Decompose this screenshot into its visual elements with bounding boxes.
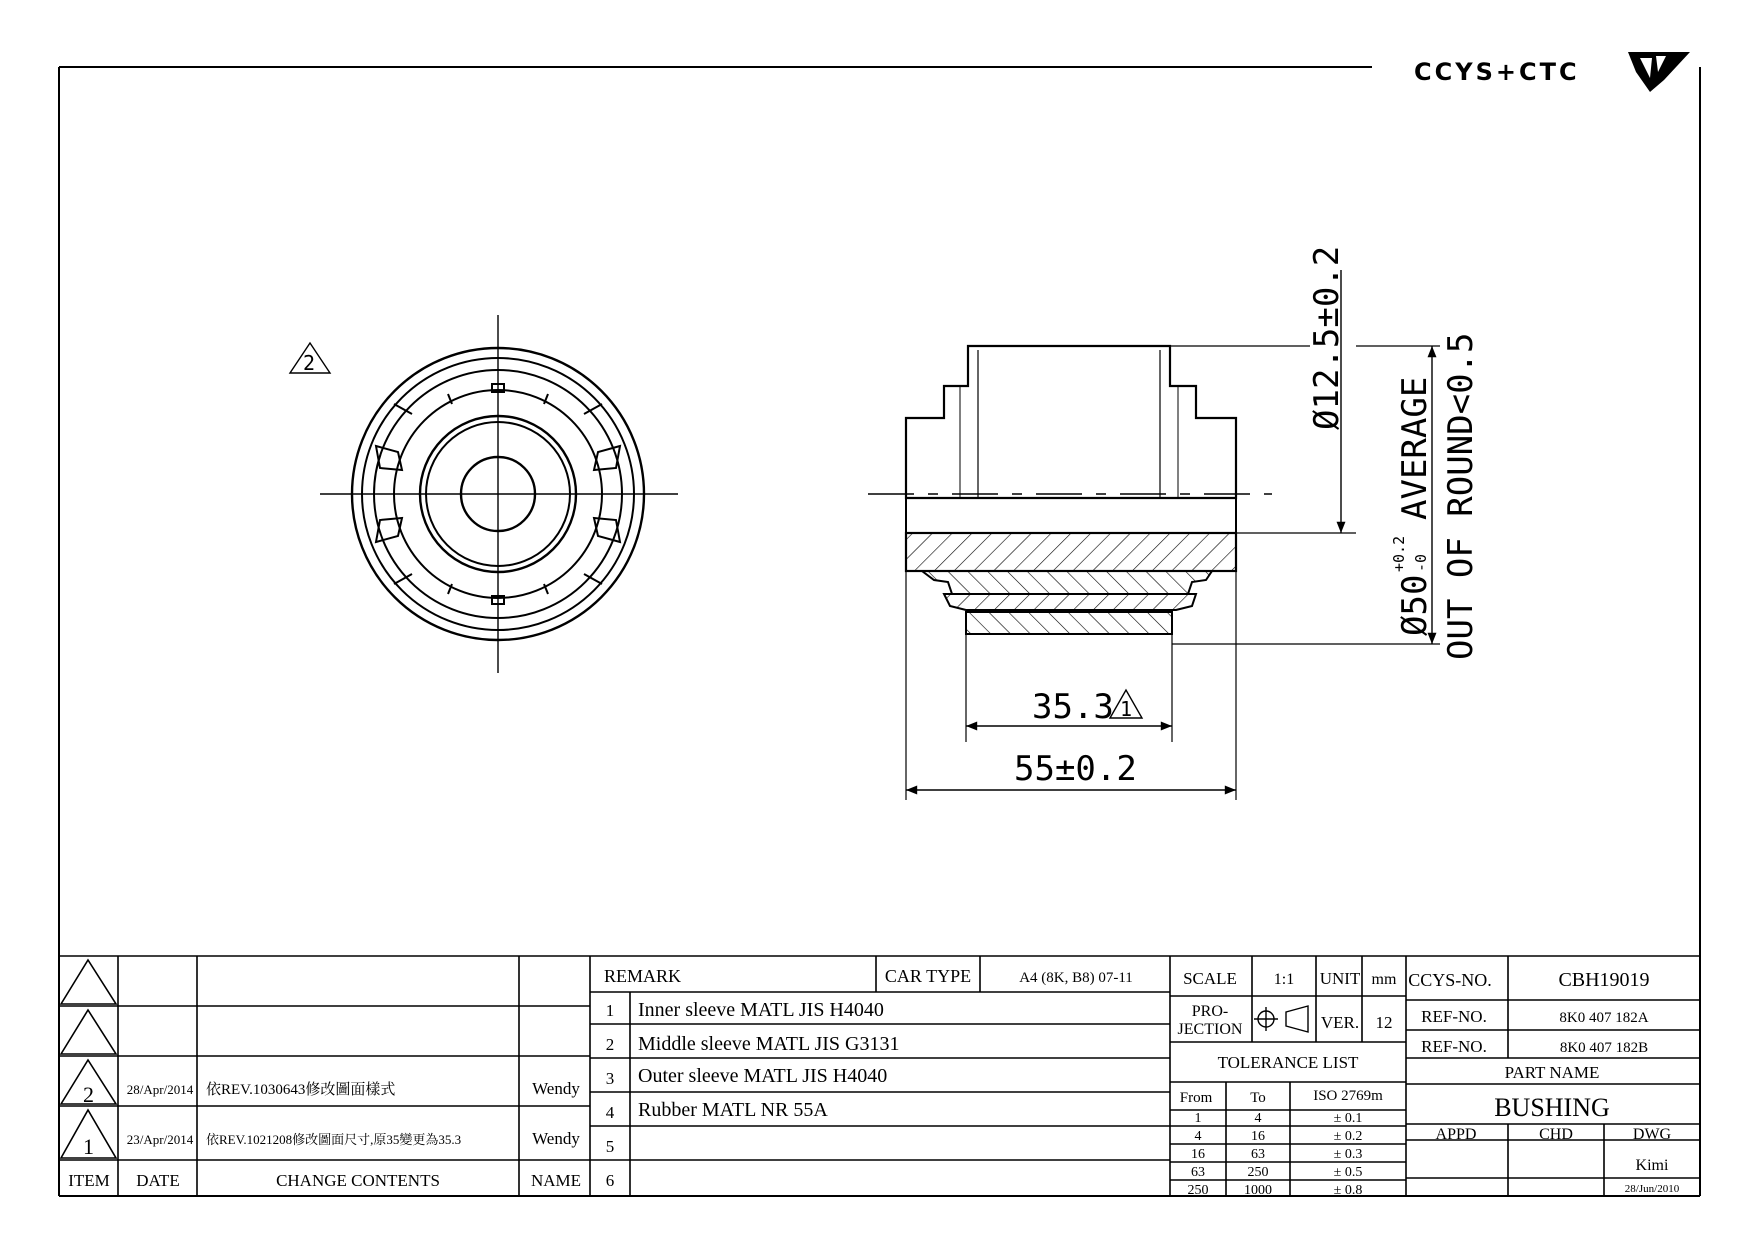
revision-name-1: Wendy [532, 1129, 580, 1148]
part-name-label: PART NAME [1504, 1063, 1600, 1082]
part-name-value: BUSHING [1494, 1093, 1610, 1122]
svg-text:1000: 1000 [1244, 1183, 1272, 1198]
front-view [290, 315, 678, 673]
revision-header-name: NAME [530, 1171, 582, 1190]
ccys-no-value: CBH19019 [1558, 969, 1650, 991]
svg-text:63: 63 [1251, 1147, 1265, 1162]
title-block [1406, 956, 1700, 1196]
svg-text:16: 16 [1191, 1147, 1205, 1162]
revision-header-date: DATE [136, 1171, 180, 1190]
revision-table [59, 956, 590, 1196]
ccys-no-label: CCYS-NO. [1408, 970, 1492, 990]
svg-text:± 0.3: ± 0.3 [1333, 1147, 1363, 1162]
svg-text:+0.2: +0.2 [1390, 535, 1408, 572]
svg-text:35.3: 35.3 [1032, 687, 1114, 727]
section-view [868, 346, 1440, 800]
svg-text:1: 1 [605, 1001, 615, 1020]
remark-row-2: Middle sleeve MATL JIS G3131 [638, 1033, 900, 1055]
svg-text:1: 1 [1194, 1111, 1202, 1126]
dimension-out-of-round [1441, 332, 1481, 660]
svg-text:± 0.5: ± 0.5 [1333, 1165, 1363, 1180]
revision-header-item: ITEM [68, 1171, 110, 1190]
ver-label: VER. [1320, 1013, 1360, 1032]
unit-value: mm [1371, 971, 1397, 988]
brand-logo [1414, 52, 1690, 92]
chd-label: CHD [1539, 1126, 1573, 1143]
svg-text:55±0.2: 55±0.2 [1014, 749, 1137, 789]
scale-value: 1:1 [1273, 971, 1295, 988]
svg-text:Ø50: Ø50 [1395, 574, 1435, 636]
ref1-label: REF-NO. [1421, 1007, 1487, 1026]
scale-label: SCALE [1183, 969, 1237, 988]
first-angle-projection-icon [1254, 1006, 1308, 1032]
svg-text:From: From [1179, 1090, 1213, 1106]
svg-text:AVERAGE: AVERAGE [1395, 376, 1435, 520]
svg-text:3: 3 [605, 1069, 615, 1088]
svg-text:± 0.2: ± 0.2 [1333, 1129, 1363, 1144]
svg-text:16: 16 [1251, 1129, 1265, 1144]
svg-text:-0: -0 [1412, 553, 1430, 572]
remark-label: REMARK [604, 966, 682, 986]
ref2-label: REF-NO. [1421, 1037, 1487, 1056]
appd-label: APPD [1435, 1126, 1477, 1143]
svg-text:250: 250 [1247, 1165, 1269, 1180]
remark-row-1: Inner sleeve MATL JIS H4040 [638, 999, 884, 1021]
svg-text:± 0.8: ± 0.8 [1333, 1183, 1363, 1198]
dimension-outer-diameter [1390, 346, 1435, 644]
brand-emblem-icon [1628, 52, 1690, 92]
revision-header-contents: CHANGE CONTENTS [276, 1171, 440, 1190]
remark-row-4: Rubber MATL NR 55A [638, 1099, 828, 1121]
svg-text:To: To [1250, 1090, 1266, 1106]
brand-logo-text: CCYS+CTC [1414, 58, 1580, 86]
svg-text:4: 4 [1194, 1129, 1202, 1144]
remark-row-3: Outer sleeve MATL JIS H4040 [638, 1065, 888, 1087]
dwg-date: 28/Jun/2010 [1624, 1183, 1680, 1195]
revision-contents-2: 依REV.1030643修改圖面樣式 [206, 1082, 396, 1098]
dimension-inner-length [966, 687, 1172, 727]
svg-text:Ø12.5±0.2: Ø12.5±0.2 [1307, 245, 1347, 430]
ref2-value: 8K0 407 182B [1559, 1040, 1649, 1056]
revision-item-2: 2 [83, 1082, 94, 1107]
svg-text:4: 4 [1254, 1111, 1262, 1126]
svg-text:± 0.1: ± 0.1 [1333, 1111, 1363, 1126]
unit-label: UNIT [1319, 969, 1361, 988]
tolerance-title: TOLERANCE LIST [1217, 1053, 1359, 1072]
revision-name-2: Wendy [532, 1079, 580, 1098]
projection-label-2: JECTION [1177, 1021, 1243, 1038]
car-type-value: A4 (8K, B8) 07-11 [1019, 970, 1133, 986]
ref1-value: 8K0 407 182A [1559, 1010, 1649, 1026]
car-type-label: CAR TYPE [884, 966, 972, 986]
dwg-label: DWG [1632, 1126, 1672, 1143]
svg-text:1: 1 [1120, 697, 1133, 721]
ver-value: 12 [1375, 1013, 1393, 1032]
dimension-overall-length [906, 749, 1236, 790]
svg-text:OUT OF ROUND<0.5: OUT OF ROUND<0.5 [1441, 332, 1481, 660]
dimension-inner-diameter [1307, 246, 1347, 533]
dwg-name: Kimi [1635, 1157, 1669, 1174]
svg-text:ISO 2769m: ISO 2769m [1313, 1088, 1383, 1104]
svg-text:250: 250 [1187, 1183, 1209, 1198]
svg-text:2: 2 [303, 351, 316, 375]
revision-contents-1: 依REV.1021208修改圖面尺寸,原35變更為35.3 [206, 1132, 462, 1147]
revision-item-1: 1 [83, 1134, 94, 1159]
revision-marker-2-front [290, 343, 330, 375]
svg-text:63: 63 [1191, 1165, 1205, 1180]
revision-date-2: 28/Apr/2014 [126, 1082, 194, 1097]
projection-label-1: PRO- [1191, 1003, 1229, 1020]
svg-text:4: 4 [605, 1103, 615, 1122]
svg-text:5: 5 [605, 1137, 615, 1156]
spec-block [1170, 956, 1406, 1198]
svg-text:6: 6 [605, 1171, 615, 1190]
revision-date-1: 23/Apr/2014 [126, 1132, 194, 1147]
svg-text:2: 2 [605, 1035, 615, 1054]
